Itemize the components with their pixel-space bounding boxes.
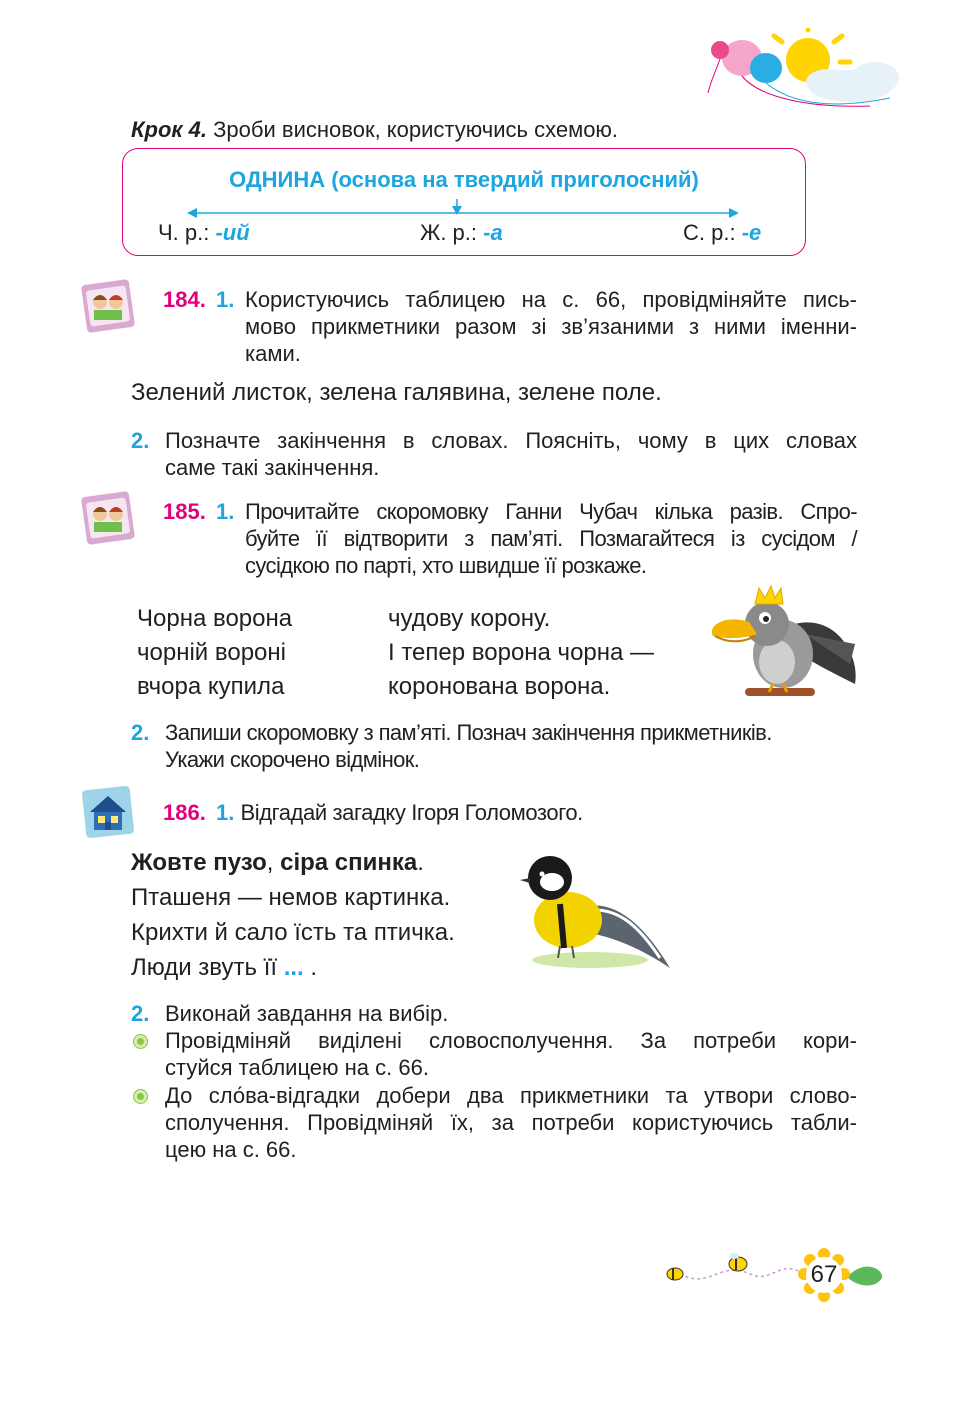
ex185-number-line — [163, 498, 234, 525]
riddle — [131, 845, 455, 985]
scheme-feminine: Ж. р.: -а — [420, 220, 503, 245]
ex186-task1-text: Відгадай загадку Ігоря Голомозого. — [240, 800, 583, 825]
ex184-task2-num: 2. — [131, 428, 150, 453]
scheme-title: ОДНИНА (основа на твердий приголосний) — [229, 167, 699, 192]
ex185-task1-num: 1. — [215, 499, 235, 524]
ex186-bullet2-line1: До сло́ва-відгадки добери два прикметники та утвори слово- — [165, 1083, 857, 1108]
ex186-bullet2-line2: сполучення. Провідміняй їх, за потреби користуючись табли- — [165, 1110, 857, 1135]
ex186-bullet-1 — [165, 1027, 857, 1081]
scheme-neuter: С. р.: -е — [683, 220, 762, 245]
ex185-task2-num: 2. — [131, 720, 150, 745]
ex184-task2 — [165, 427, 857, 481]
ex186-bullet2-line3: цею на с. 66. — [165, 1137, 297, 1162]
poem-line: І тепер ворона чорна — — [388, 639, 655, 666]
poem-line: вчора купила — [137, 673, 285, 700]
page-number: 67 — [810, 1261, 838, 1288]
bullet-icon — [134, 1090, 147, 1103]
poem-column-1 — [137, 602, 292, 704]
kids-reading-icon — [78, 488, 138, 548]
ex184-phrase: Зелений листок, зелена галявина, зелене поле. — [131, 379, 662, 406]
ex186-task2-text: Виконай завдання на вибір. — [165, 1001, 449, 1026]
ex184-task1 — [245, 286, 857, 367]
ex185-task2 — [165, 719, 857, 773]
ex185-task1-line2: буйте її відтворити з пам’яті. Позмагайтеся із сусідом / — [245, 526, 857, 551]
ex184-task1-line2: мово прикметники разом зі зв’язаними з ними іменни- — [245, 314, 857, 339]
flower-page-badge — [796, 1248, 886, 1304]
ex186-task1-num: 1. — [215, 800, 235, 825]
titmouse-bird-illustration — [520, 848, 680, 972]
ex186-number-line — [163, 799, 583, 826]
poem-line: Чорна ворона — [137, 605, 293, 632]
balloons-sun-cloud-decoration — [690, 28, 920, 128]
ex186-number: 186. — [163, 800, 206, 825]
house-icon — [78, 782, 138, 842]
step4-text: Зроби висновок, користуючись схемою. — [213, 117, 619, 142]
ex185-number: 185. — [163, 499, 206, 524]
poem-column-2 — [388, 602, 654, 704]
ex186-bullet-2 — [165, 1082, 857, 1163]
ex184-number-line — [163, 286, 234, 313]
ex184-task1-num: 1. — [215, 287, 235, 312]
crow-with-crown-illustration — [705, 584, 865, 714]
step4-line — [131, 116, 618, 143]
ex184-task2-line2: саме такі закінчення. — [165, 455, 380, 480]
riddle-blank: ... — [283, 954, 304, 981]
poem-line: чудову корону. — [388, 605, 551, 632]
riddle-line-1: Жовте пузо, сіра спинка. — [131, 849, 424, 876]
ex184-number: 184. — [163, 287, 206, 312]
ex185-task2-line1: Запиши скоромовку з пам’яті. Познач закінчення прикметників. — [165, 720, 772, 745]
riddle-line-3: Крихти й сало їсть та птичка. — [131, 919, 455, 946]
ex186-bullet1-line2: стуйся таблицею на с. 66. — [165, 1055, 429, 1080]
ex185-task1-line1: Прочитайте скоромовку Ганни Чубач кілька разів. Спро- — [245, 499, 857, 524]
ex185-task2-line2: Укажи скорочено відмінок. — [165, 747, 420, 772]
ex185-task1-line3: сусідкою по парті, хто швидше її розкаже. — [245, 553, 647, 578]
poem-line: чорній вороні — [137, 639, 286, 666]
ex184-task1-line3: ками. — [245, 341, 301, 366]
ex184-task2-line1: Позначте закінчення в словах. Поясніть, чому в цих словах — [165, 428, 857, 453]
scheme-masculine: Ч. р.: -ий — [158, 220, 250, 245]
ex186-task2-num: 2. — [131, 1001, 150, 1026]
riddle-phrase-1: Жовте пузо — [131, 849, 267, 876]
riddle-line-2: Пташеня — немов картинка. — [131, 884, 451, 911]
ex185-task1 — [245, 498, 857, 579]
kids-reading-icon — [78, 276, 138, 336]
ex184-task1-line1: Користуючись таблицею на с. 66, провідміняйте пись- — [245, 287, 857, 312]
riddle-phrase-2: сіра спинка — [280, 849, 418, 876]
scheme-box — [122, 148, 806, 256]
ex186-bullet1-line1: Провідміняй виділені словосполучення. За потреби кори- — [165, 1028, 857, 1053]
poem-line: коронована ворона. — [388, 673, 611, 700]
bullet-icon — [134, 1035, 147, 1048]
step4-label: Крок 4. — [131, 117, 208, 142]
scheme-arrows — [183, 197, 743, 221]
riddle-line-4: Люди звуть її ... . — [131, 954, 318, 981]
